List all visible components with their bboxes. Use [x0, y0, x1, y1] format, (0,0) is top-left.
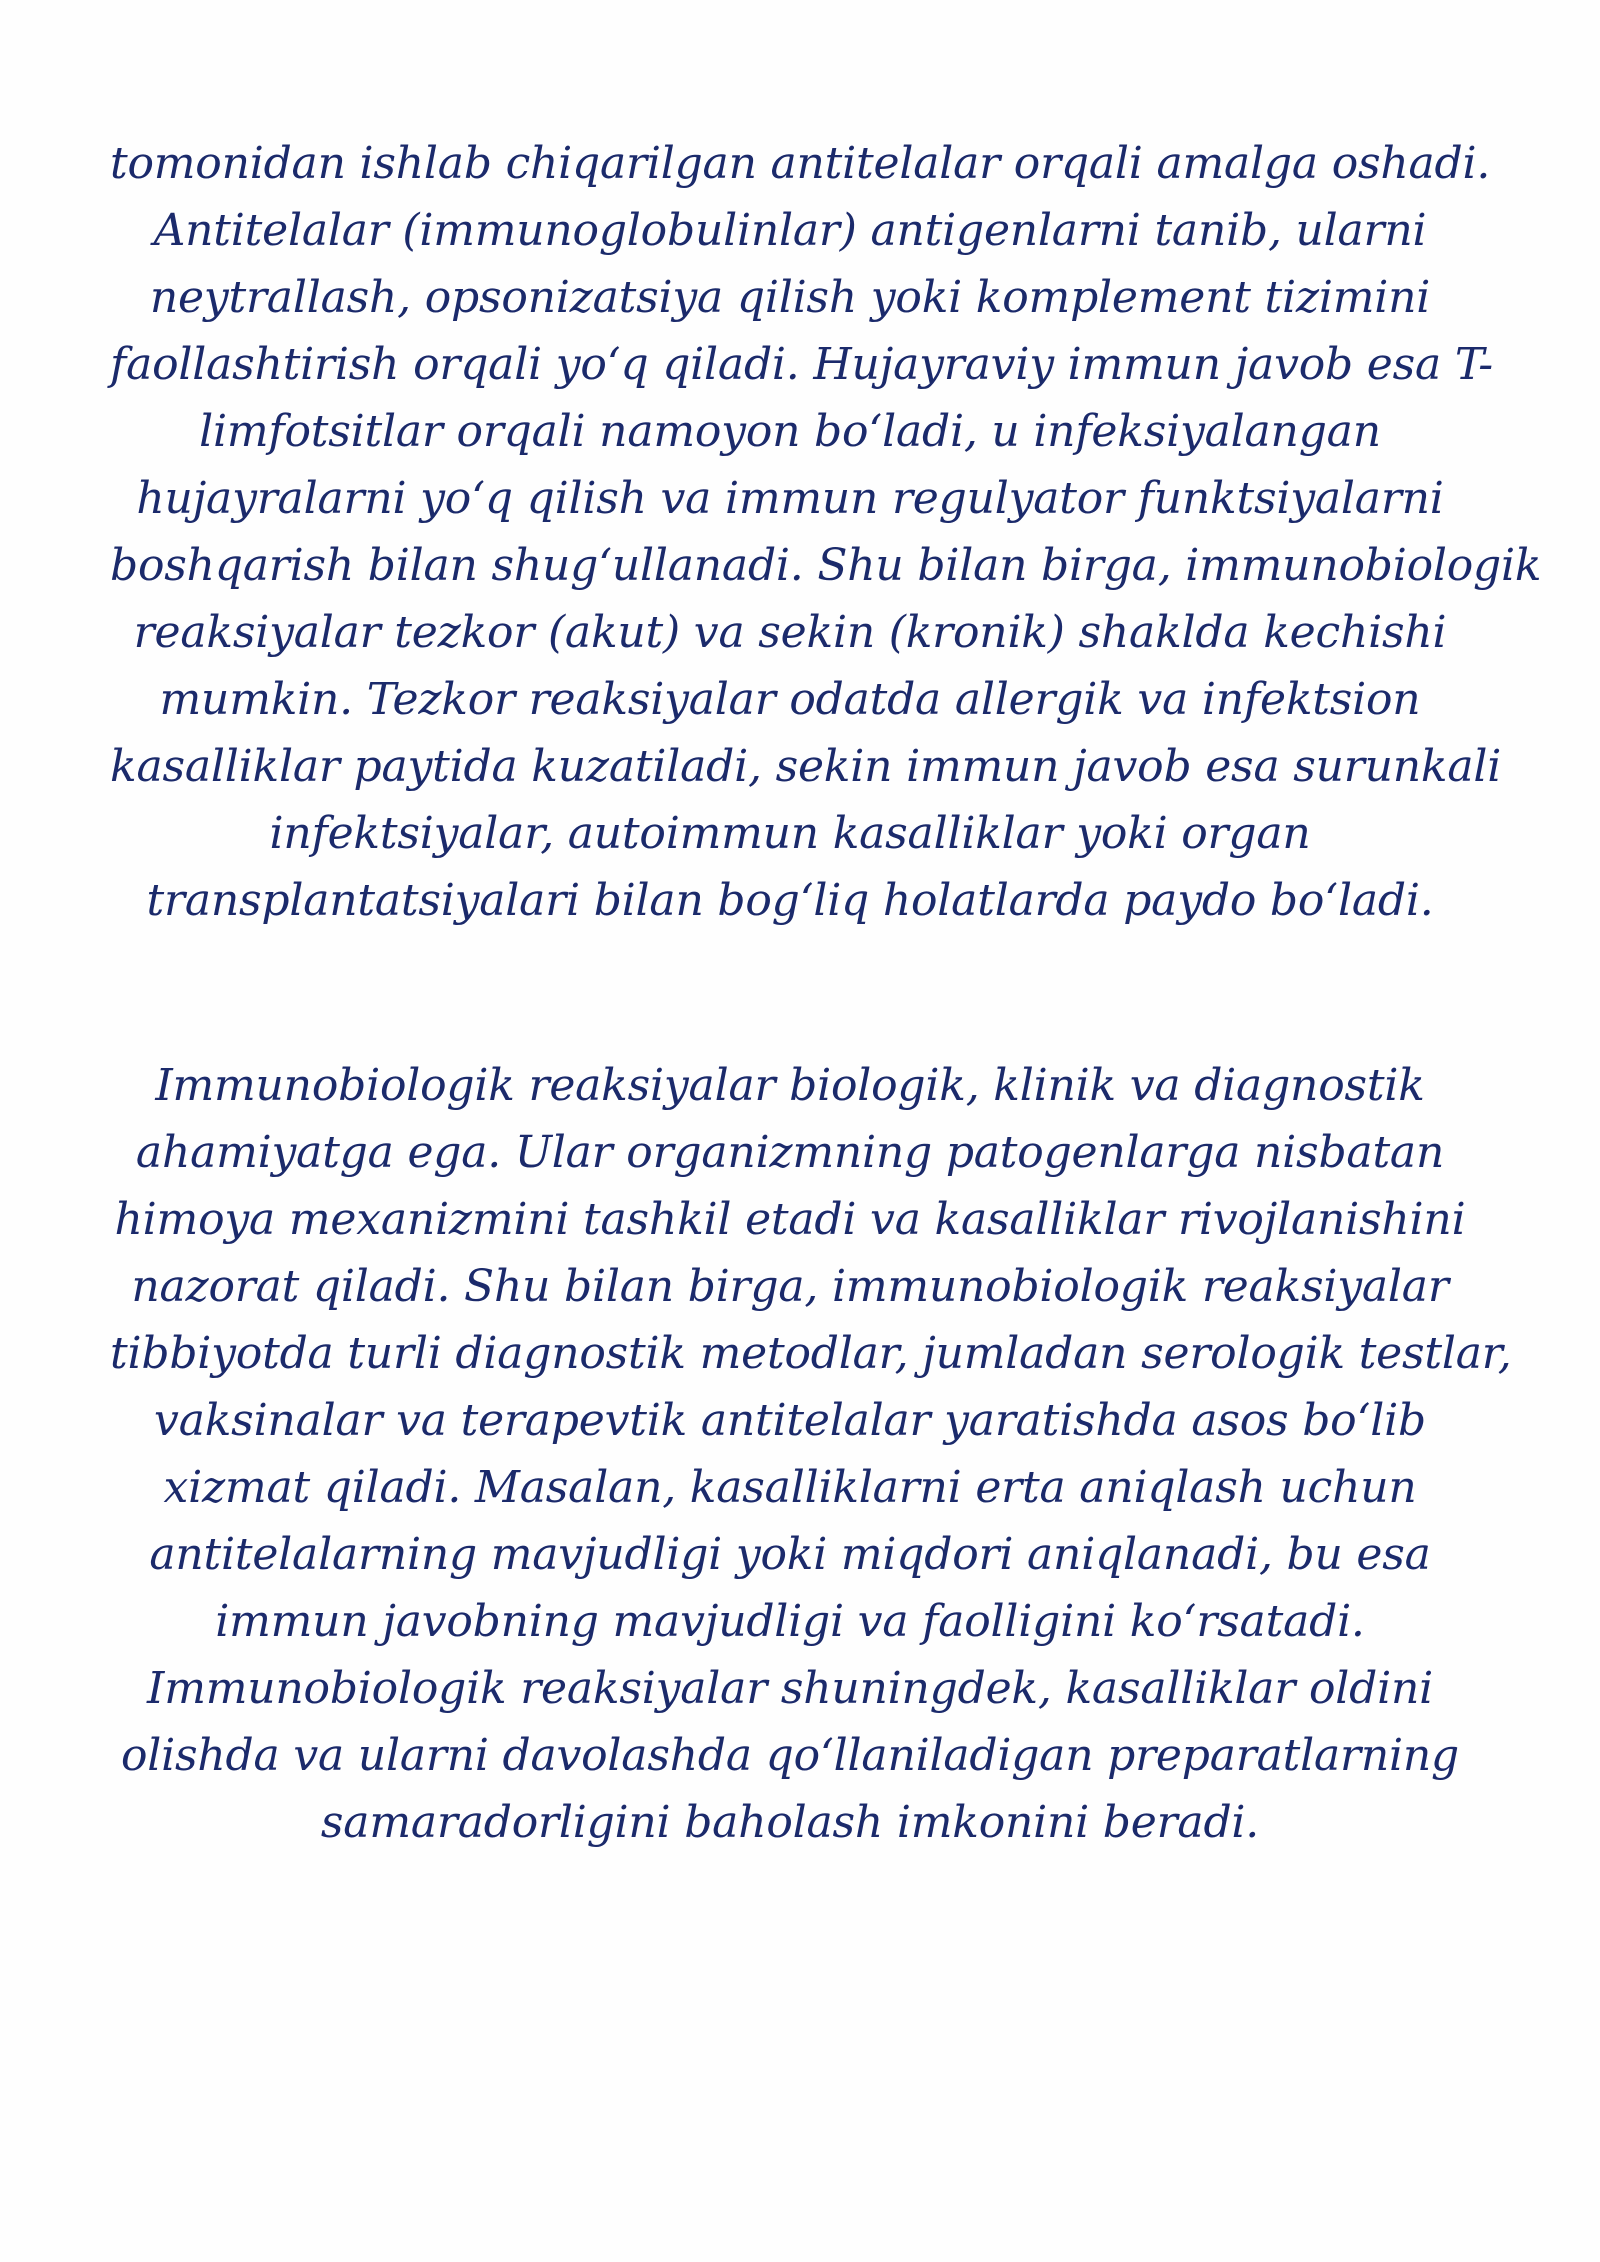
paragraph-line: faollashtirish orqali yo‘q qiladi. Hujayraviy immun javob esa T- — [110, 339, 1493, 390]
paragraph-line: immun javobning mavjudligi va faolligini ko‘rsatadi. — [215, 1596, 1365, 1647]
paragraph-line: antitelalarning mavjudligi yoki miqdori aniqlanadi, bu esa — [149, 1529, 1431, 1580]
paragraph-line: limfotsitlar orqali namoyon bo‘ladi, u infeksiyalangan — [199, 406, 1381, 457]
paragraph-line: tomonidan ishlab chiqarilgan antitelalar orqali amalga oshadi. — [110, 138, 1491, 189]
paragraph-line: vaksinalar va terapevtik antitelalar yaratishda asos bo‘lib — [154, 1395, 1426, 1446]
paragraph-line: samaradorligini baholash imkonini beradi. — [320, 1797, 1260, 1848]
paragraph-line: Antitelalar (immunoglobulinlar) antigenlarni tanib, ularni — [153, 205, 1427, 256]
paragraph-line: tibbiyotda turli diagnostik metodlar, jumladan serologik testlar, — [110, 1328, 1512, 1379]
paragraph-1 — [110, 130, 1542, 934]
paragraph-line: transplantatsiyalari bilan bog‘liq holatlarda paydo bo‘ladi. — [146, 875, 1434, 926]
paragraph-line: xizmat qiladi. Masalan, kasalliklarni erta aniqlash uchun — [163, 1462, 1417, 1513]
paragraph-line: Immunobiologik reaksiyalar biologik, klinik va diagnostik — [155, 1060, 1425, 1111]
paragraph-line: infektsiyalar, autoimmun kasalliklar yoki organ — [269, 808, 1311, 859]
paragraph-line: Immunobiologik reaksiyalar shuningdek, kasalliklar oldini — [147, 1663, 1433, 1714]
paragraph-line: reaksiyalar tezkor (akut) va sekin (kronik) shaklda kechishi — [133, 607, 1447, 658]
paragraph-line: hujayralarni yo‘q qilish va immun regulyator funktsiyalarni — [136, 473, 1444, 524]
paragraph-line: nazorat qiladi. Shu bilan birga, immunobiologik reaksiyalar — [131, 1261, 1449, 1312]
paragraph-line: himoya mexanizmini tashkil etadi va kasalliklar rivojlanishini — [114, 1194, 1466, 1245]
paragraph-line: ahamiyatga ega. Ular organizmning patogenlarga nisbatan — [135, 1127, 1445, 1178]
paragraph-line: boshqarish bilan shug‘ullanadi. Shu bilan birga, immunobiologik — [110, 540, 1542, 591]
paragraph-line: olishda va ularni davolashda qo‘llaniladigan preparatlarning — [121, 1730, 1459, 1781]
paragraph-line: kasalliklar paytida kuzatiladi, sekin immun javob esa surunkali — [110, 741, 1502, 792]
paragraph-line: mumkin. Tezkor reaksiyalar odatda allergik va infektsion — [159, 674, 1421, 725]
paragraph-line: neytrallash, opsonizatsiya qilish yoki komplement tizimini — [149, 272, 1431, 323]
paragraph-2 — [110, 1052, 1512, 1856]
